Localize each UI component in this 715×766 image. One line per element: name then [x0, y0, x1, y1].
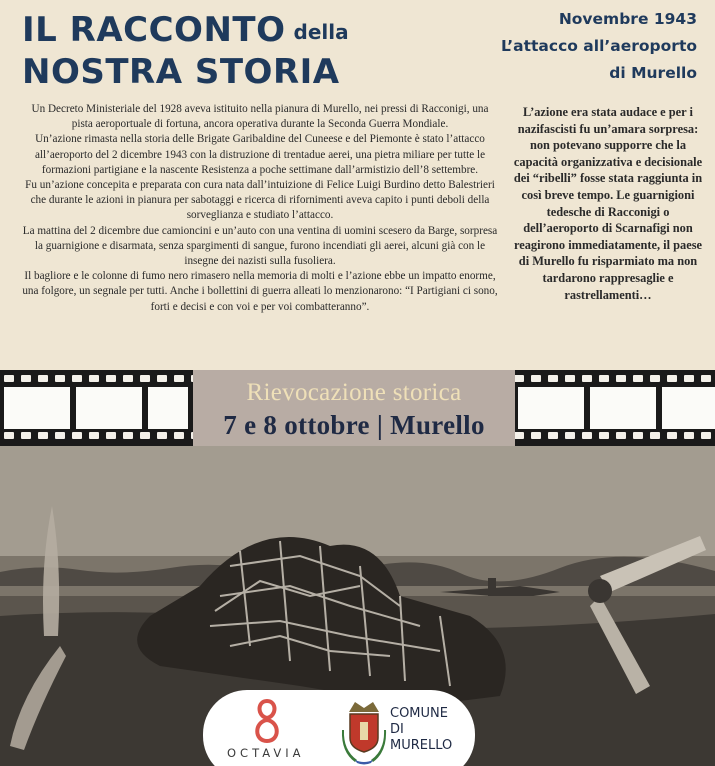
film-hole	[582, 375, 592, 382]
film-hole	[140, 432, 150, 439]
film-hole	[157, 375, 167, 382]
film-hole	[514, 432, 524, 439]
film-hole	[21, 432, 31, 439]
film-hole	[21, 375, 31, 382]
event-line3: di Murello	[609, 64, 697, 82]
side-story-text: L’azione era stata audace e per i nazifascisti fu un’amara sorpresa: non potevano supporre che la capacità organizzativa e decisionale dei “ribelli” fosse stata raggiunta in così breve tempo. Le guarnigioni tedesche di Racconigi o dell’aeroporto di Scarnafigi non reagirono immediatamente, il paese di Murello fu risparmiato ma non tardarono rappresaglie e rastrellamenti…	[513, 105, 703, 302]
film-hole	[55, 375, 65, 382]
film-hole	[123, 432, 133, 439]
film-hole	[72, 432, 82, 439]
film-hole	[599, 375, 609, 382]
film-hole	[157, 432, 167, 439]
film-hole	[38, 432, 48, 439]
film-hole	[684, 375, 694, 382]
octavia-logo-icon	[251, 698, 283, 744]
comune-line2: DI	[390, 722, 404, 737]
film-hole	[123, 375, 133, 382]
film-hole	[548, 432, 558, 439]
logos-panel	[203, 690, 475, 766]
film-hole	[599, 432, 609, 439]
event-line2: L’attacco all’aeroporto	[500, 37, 697, 55]
title-part1: IL RACCONTO	[22, 10, 286, 50]
film-hole	[667, 375, 677, 382]
film-hole	[667, 432, 677, 439]
film-hole	[89, 432, 99, 439]
film-hole	[174, 375, 184, 382]
story-paragraph: Un’azione rimasta nella storia delle Brigate Garibaldine del Cuneese e del Piemonte è stato l’attacco all’aeroporto del 2 dicembre 1943 con la distruzione di trentadue aerei, una pietra miliare per tutte le formazioni partigiane e la nascente Resistenza a poche settimane dall’armistizio dell’8 settembre.	[34, 133, 486, 176]
film-hole	[174, 432, 184, 439]
film-hole	[616, 375, 626, 382]
story-paragraph: La mattina del 2 dicembre due camioncini e un’auto con una ventina di uomini scesero da Barge, sorpresa la guarnigione e disarmata, senza spargimenti di sangue, furono incendiati gli aerei, alcuni già con le insegne dei nazisti sulla fusoliera.	[22, 224, 498, 268]
story-paragraph: Il bagliore e le colonne di fumo nero rimasero nella memoria di molti e l’azione ebbe un impatto enorme, una folgore, un segnale per tutti. Anche i bollettini di guerra alleati lo menzionarono: “I Partigiani ci sono, forti e decisi e con voi e per voi combatteranno”.	[22, 270, 498, 313]
film-hole	[4, 375, 14, 382]
film-hole	[531, 432, 541, 439]
film-hole	[650, 432, 660, 439]
film-hole	[106, 375, 116, 382]
film-hole	[548, 375, 558, 382]
film-frame	[76, 387, 142, 429]
film-hole	[633, 375, 643, 382]
film-hole	[650, 375, 660, 382]
comune-line3: MURELLO	[390, 738, 453, 753]
murello-crest-icon	[341, 700, 387, 766]
main-story-text	[20, 102, 500, 315]
film-frame	[4, 387, 70, 429]
film-hole	[565, 432, 575, 439]
event-banner	[193, 370, 515, 446]
banner-date-place: 7 e 8 ottobre | Murello	[223, 410, 485, 440]
film-hole	[701, 375, 711, 382]
banner-title: Rievocazione storica	[246, 379, 462, 406]
comune-line1: COMUNE	[390, 706, 448, 721]
event-heading	[457, 6, 697, 87]
event-date: Novembre 1943	[558, 10, 697, 28]
film-hole	[582, 432, 592, 439]
film-frame	[662, 387, 715, 429]
film-hole	[4, 432, 14, 439]
film-hole	[701, 432, 711, 439]
film-frame	[518, 387, 584, 429]
film-hole	[633, 432, 643, 439]
comune-label	[390, 706, 452, 754]
octavia-name: OCTAVIA	[227, 746, 305, 760]
film-hole	[531, 375, 541, 382]
film-hole	[565, 375, 575, 382]
film-hole	[89, 375, 99, 382]
title-part2: NOSTRA STORIA	[22, 52, 340, 92]
film-hole	[684, 432, 694, 439]
story-paragraph: Un Decreto Ministeriale del 1928 aveva istituito nella pianura di Murello, nei pressi di Racconigi, una pista aeroportuale di fortuna, ancora operativa durante la Seconda Guerra Mondiale.	[31, 103, 489, 131]
poster-title	[22, 10, 442, 92]
film-hole	[72, 375, 82, 382]
film-hole	[514, 375, 524, 382]
film-hole	[106, 432, 116, 439]
film-hole	[38, 375, 48, 382]
film-frame	[148, 387, 188, 429]
title-small-word: della	[293, 20, 349, 44]
film-hole	[140, 375, 150, 382]
film-hole	[55, 432, 65, 439]
film-hole	[616, 432, 626, 439]
film-frame	[590, 387, 656, 429]
story-paragraph: Fu un’azione concepita e preparata con cura nata dall’intuizione di Felice Luigi Burdino detto Balestrieri che durante le azioni in pianura per sabotaggi e ricerca di rifornimenti aveva capito i punti deboli della sorveglianza e studiato l’attacco.	[25, 179, 495, 222]
